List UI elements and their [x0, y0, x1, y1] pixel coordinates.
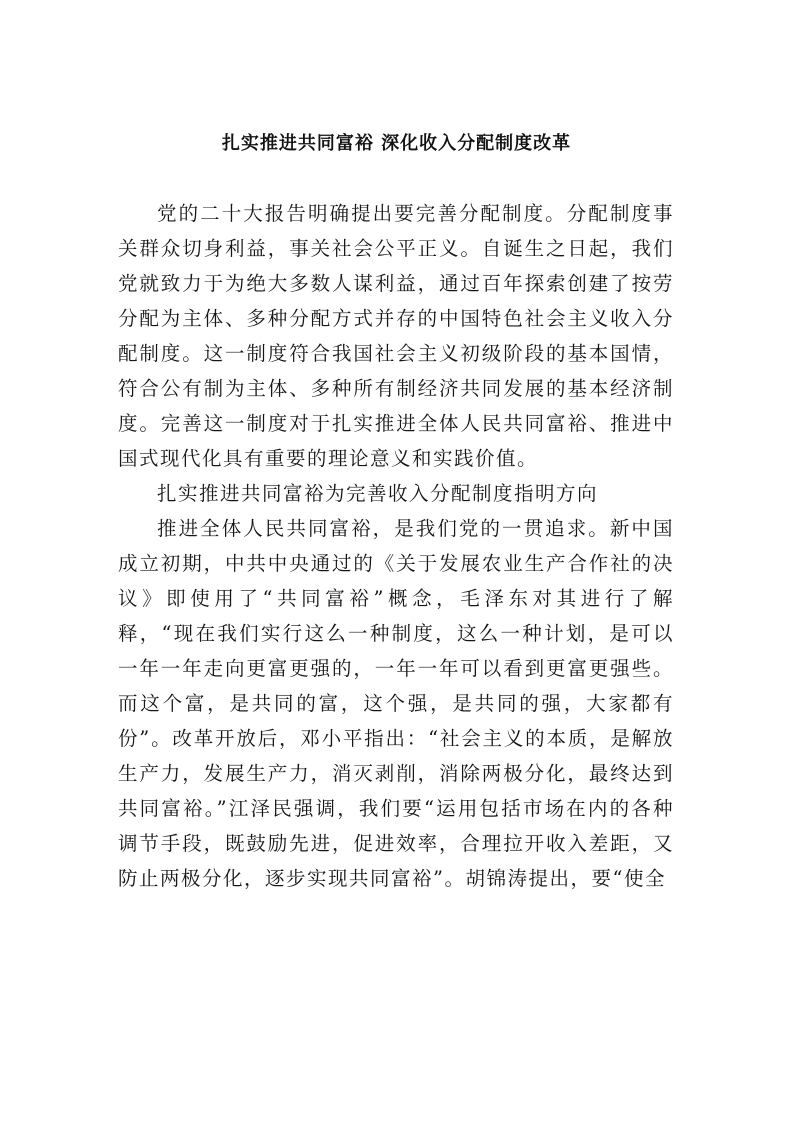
document-body [118, 196, 674, 896]
section-heading: 扎实推进共同富裕为完善收入分配制度指明方向 [157, 482, 599, 505]
document-title: 扎实推进共同富裕 深化收入分配制度改革 [221, 133, 572, 154]
paragraph-intro: 党的二十大报告明确提出要完善分配制度。分配制度事关群众切身利益，事关社会公平正义。自诞生之日起，我们党就致力于为绝大多数人谋利益，通过百年探索创建了按劳分配为主体、多种分配方式并存的中国特色社会主义收入分配制度。这一制度符合我国社会主义初级阶段的基本国情，符合公有制为主体、多种所有制经济共同发展的基本经济制度。完善这一制度对于扎实推进全体人民共同富裕、推进中国式现代化具有重要的理论意义和实践价值。 [118, 202, 674, 470]
paragraph-history: 推进全体人民共同富裕，是我们党的一贯追求。新中国成立初期，中共中央通过的《关于发展农业生产合作社的决议》即使用了“共同富裕”概念，毛泽东对其进行了解释，“现在我们实行这么一种制度，这么一种计划，是可以一年一年走向更富更强的，一年一年可以看到更富更强些。而这个富，是共同的富，这个强，是共同的强，大家都有份”。改革开放后，邓小平指出：“社会主义的本质，是解放生产力，发展生产力，消灭剥削，消除两极分化，最终达到共同富裕。”江泽民强调，我们要“运用包括市场在内的各种调节手段，既鼓励先进，促进效率，合理拉开收入差距，又防止两极分化，逐步实现共同富裕”。胡锦涛提出，要“使全 [118, 517, 674, 890]
